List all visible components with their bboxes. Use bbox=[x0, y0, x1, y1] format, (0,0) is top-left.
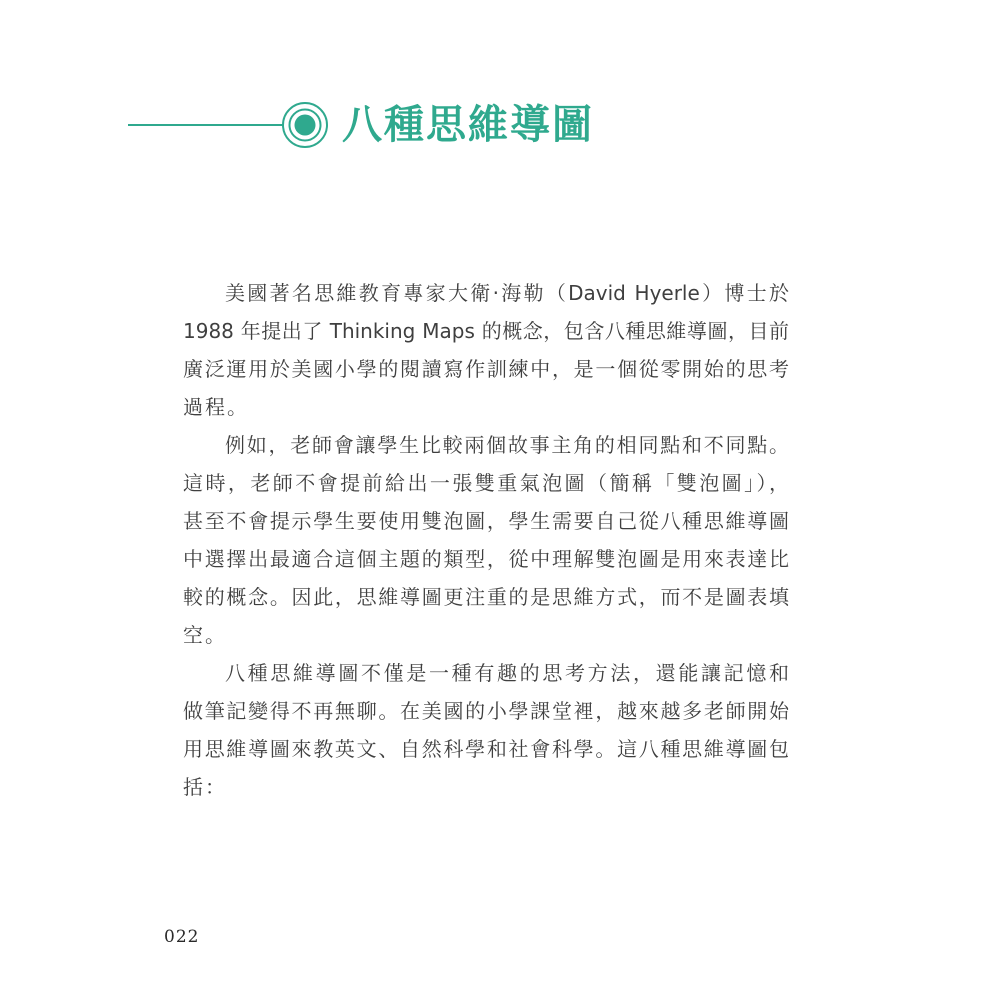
body-line: 過程。 bbox=[183, 395, 249, 419]
body-line: 較的概念。因此，思維導圖更注重的是思維方式，而不是圖表填 bbox=[183, 585, 789, 609]
chapter-title: 八種思維導圖 bbox=[342, 101, 594, 148]
body-line: 例如，老師會讓學生比較兩個故事主角的相同點和不同點。 bbox=[225, 433, 789, 457]
body-line: 八種思維導圖不僅是一種有趣的思考方法，還能讓記憶和 bbox=[225, 661, 789, 685]
body-line: 用思維導圖來教英文、自然科學和社會科學。這八種思維導圖包 bbox=[183, 737, 789, 761]
body-line: 括： bbox=[183, 775, 227, 799]
body-line: 這時，老師不會提前給出一張雙重氣泡圖（簡稱「雙泡圖」）， bbox=[183, 471, 789, 495]
body-line: 做筆記變得不再無聊。在美國的小學課堂裡，越來越多老師開始 bbox=[183, 699, 789, 723]
body-line: 美國著名思維教育專家大衛·海勒（David Hyerle）博士於 bbox=[225, 281, 789, 305]
page-number: 022 bbox=[164, 927, 200, 947]
body-text-block bbox=[183, 274, 789, 806]
chapter-header bbox=[0, 0, 1000, 180]
body-line: 廣泛運用於美國小學的閱讀寫作訓練中，是一個從零開始的思考 bbox=[183, 357, 789, 381]
body-line: 1988 年提出了 Thinking Maps 的概念，包含八種思維導圖，目前 bbox=[183, 319, 789, 343]
body-line: 空。 bbox=[183, 623, 227, 647]
body-line: 中選擇出最適合這個主題的類型，從中理解雙泡圖是用來表達比 bbox=[183, 547, 789, 571]
bullseye-icon bbox=[281, 101, 329, 149]
body-line: 甚至不會提示學生要使用雙泡圖，學生需要自己從八種思維導圖 bbox=[183, 509, 789, 533]
header-rule-line bbox=[128, 124, 284, 126]
